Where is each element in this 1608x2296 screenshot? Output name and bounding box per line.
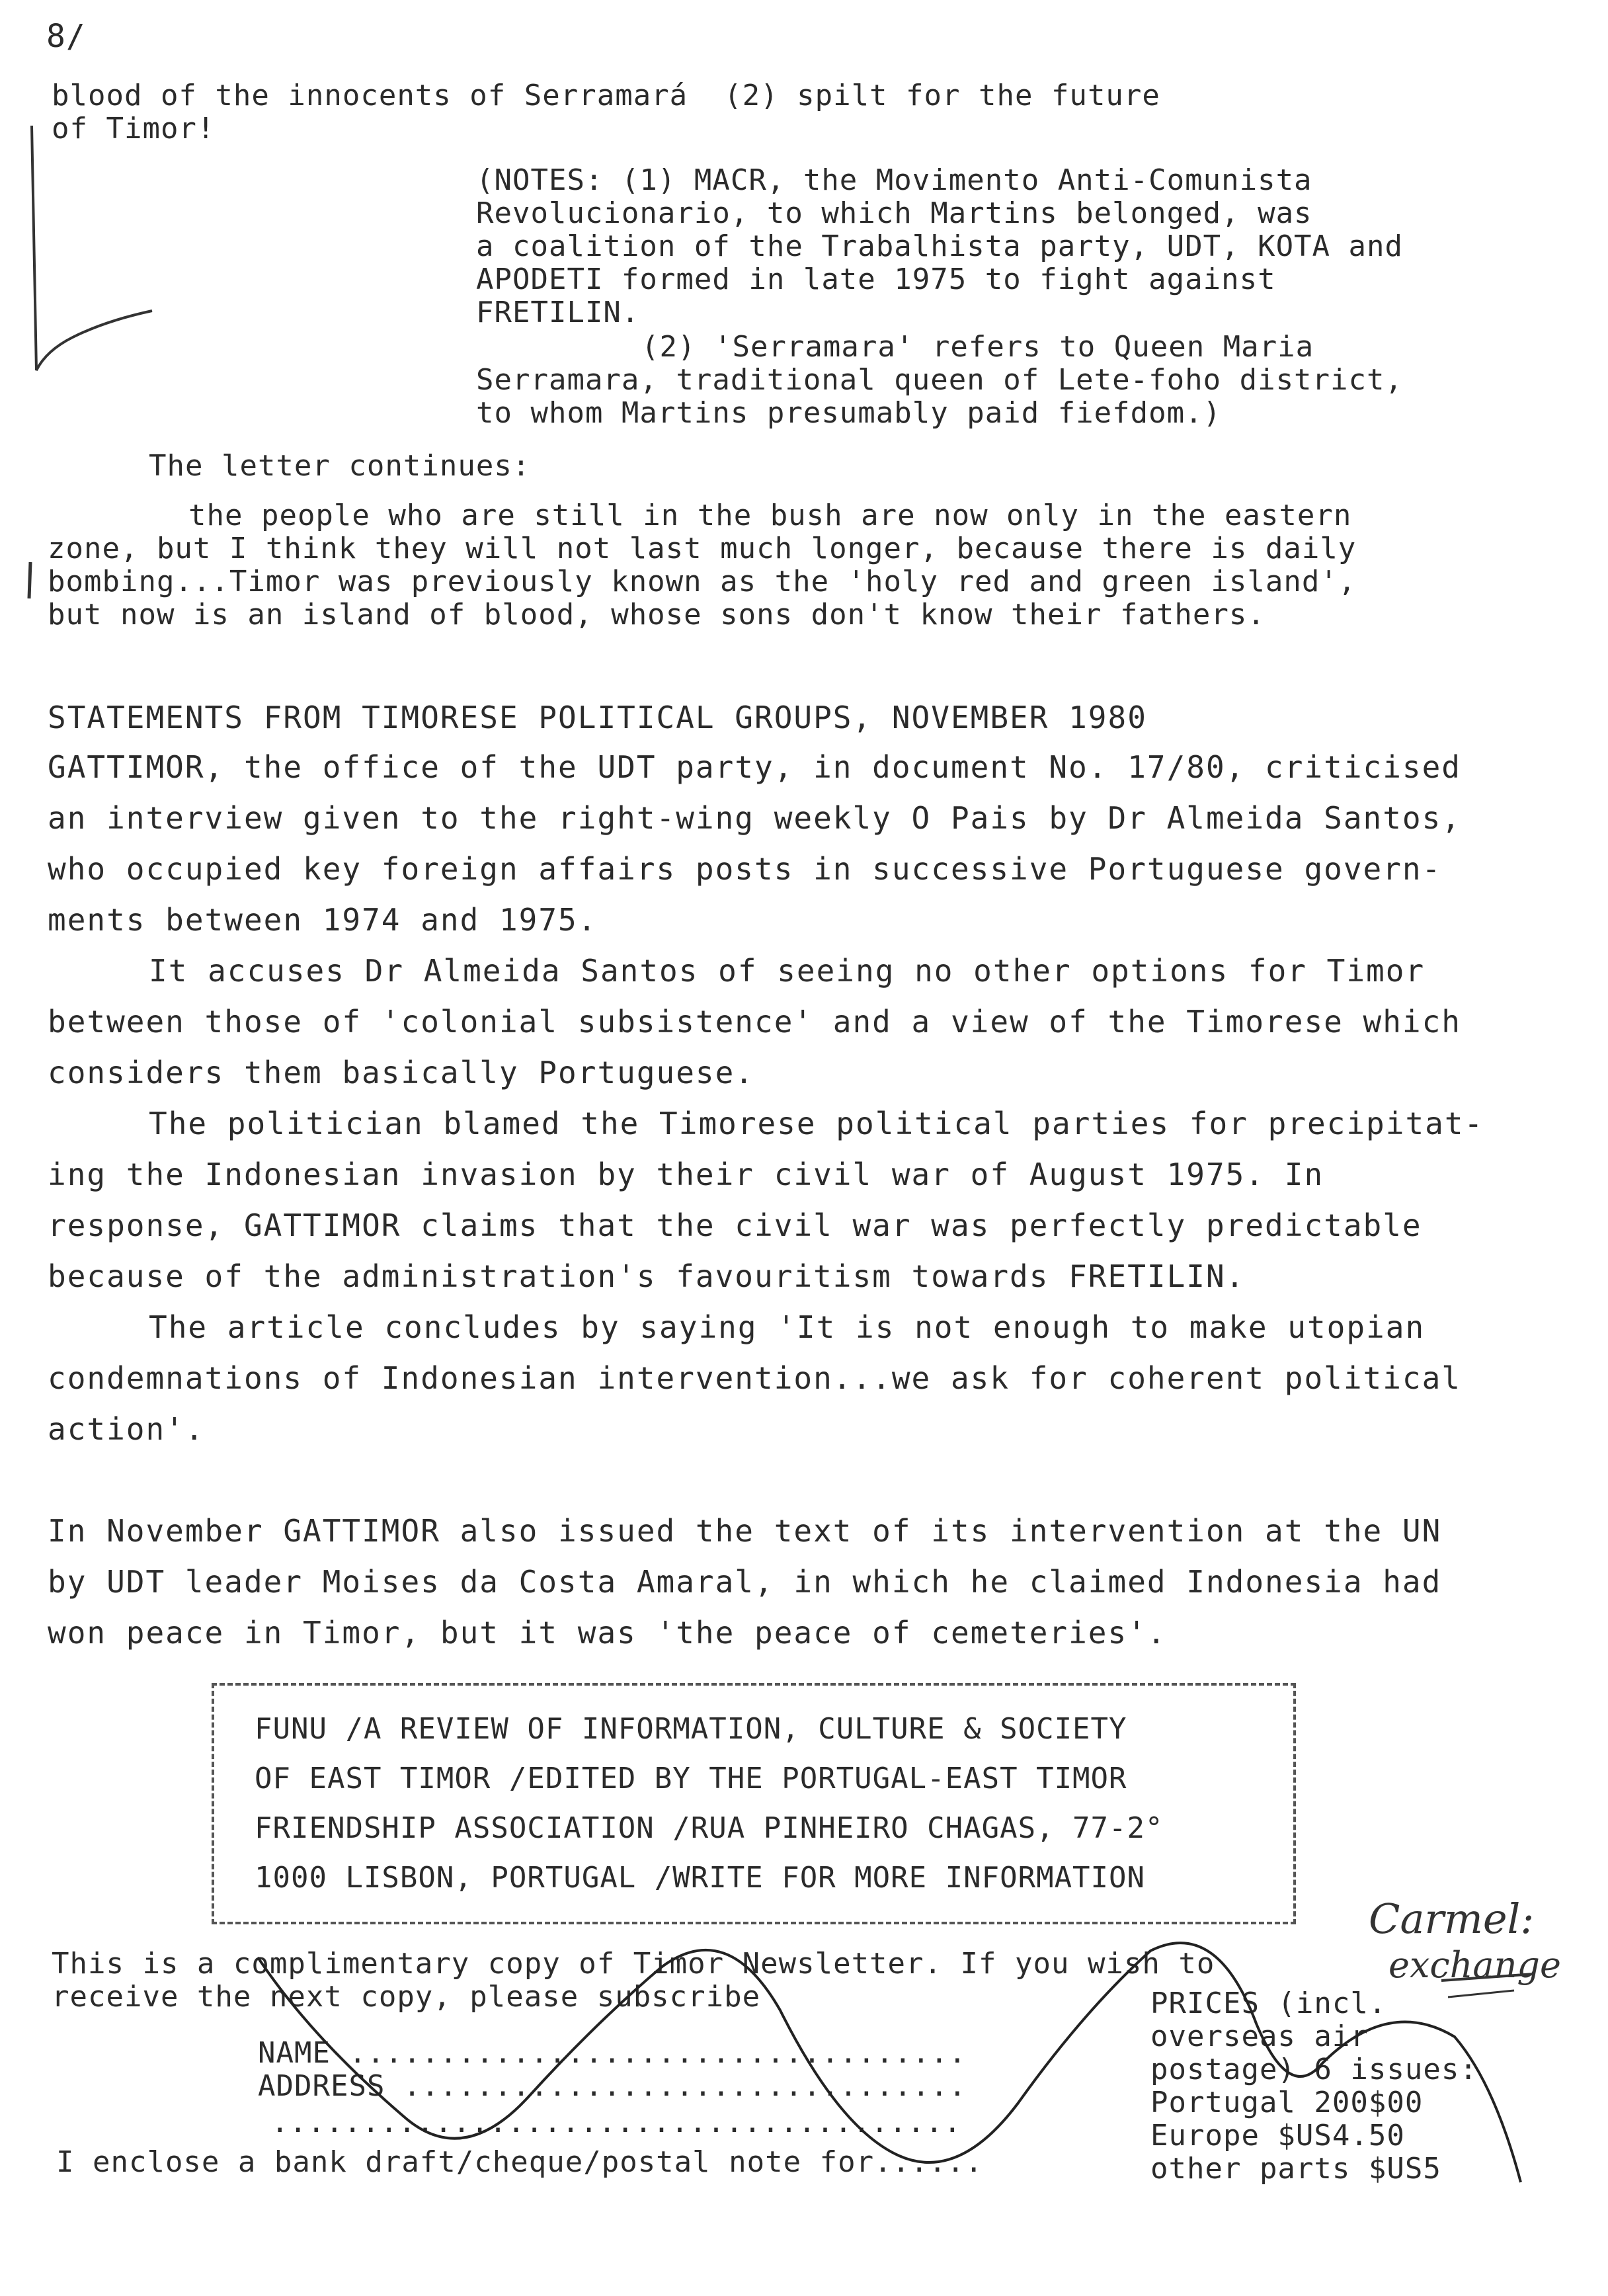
ad-line: FUNU /A REVIEW OF INFORMATION, CULTURE & SOCIETY xyxy=(255,1712,1127,1746)
paragraph-line: ments between 1974 and 1975. xyxy=(48,902,598,938)
quote-line: zone, but I think they will not last much longer, because there is daily xyxy=(48,532,1357,565)
paragraph-line: GATTIMOR, the office of the UDT party, in document No. 17/80, criticised xyxy=(48,749,1461,785)
notes-line: FRETILIN. xyxy=(476,296,640,329)
paragraph-line: considers them basically Portuguese. xyxy=(48,1055,754,1090)
notes-line: (2) 'Serramara' refers to Queen Maria xyxy=(641,330,1314,364)
letter-end-line: of Timor! xyxy=(52,112,216,145)
enclose-line: I enclose a bank draft/cheque/postal note for...... xyxy=(56,2145,984,2179)
address-field[interactable]: ADDRESS ............................... xyxy=(258,2069,967,2103)
prices-line: overseas air xyxy=(1150,2020,1369,2053)
quote-line: bombing...Timor was previously known as the 'holy red and green island', xyxy=(48,565,1357,598)
paragraph-line: who occupied key foreign affairs posts in successive Portuguese govern- xyxy=(48,851,1442,887)
dash-mark xyxy=(1448,1990,1514,1997)
letter-continues: The letter continues: xyxy=(149,449,531,483)
paragraph-line: ing the Indonesian invasion by their civil war of August 1975. In xyxy=(48,1157,1324,1192)
ad-line: OF EAST TIMOR /EDITED BY THE PORTUGAL-EAST TIMOR xyxy=(255,1762,1127,1795)
notes-line: Serramara, traditional queen of Lete-foho district, xyxy=(476,363,1404,397)
paragraph-line: condemnations of Indonesian intervention...we ask for coherent political xyxy=(48,1360,1461,1396)
paragraph-line: between those of 'colonial subsistence' and a view of the Timorese which xyxy=(48,1004,1461,1040)
paragraph-line: It accuses Dr Almeida Santos of seeing no other options for Timor xyxy=(149,953,1426,989)
quote-line: the people who are still in the bush are now only in the eastern xyxy=(188,499,1352,532)
margin-tick-mark xyxy=(29,562,30,598)
notes-line: Revolucionario, to which Martins belonged, was xyxy=(476,196,1312,230)
notes-line: APODETI formed in late 1975 to fight against xyxy=(476,263,1276,296)
paragraph-line: response, GATTIMOR claims that the civil war was perfectly predictable xyxy=(48,1208,1422,1243)
prices-line: PRICES (incl. xyxy=(1150,1987,1387,2020)
paragraph-line: an interview given to the right-wing weekly O Pais by Dr Almeida Santos, xyxy=(48,800,1461,836)
form-dots-line: ...................................... xyxy=(271,2106,962,2139)
paragraph-line: action'. xyxy=(48,1411,205,1447)
handwritten-name: Carmel: xyxy=(1369,1895,1535,1943)
name-field[interactable]: NAME .................................. xyxy=(258,2036,967,2070)
letter-end-line: blood of the innocents of Serramará (2) spilt for the future xyxy=(52,79,1160,112)
paragraph-line: won peace in Timor, but it was 'the peace of cemeteries'. xyxy=(48,1615,1167,1651)
page-number: 8/ xyxy=(46,18,86,55)
subscription-line: This is a complimentary copy of Timor Newsletter. If you wish to xyxy=(52,1947,1215,1981)
notes-line: (NOTES: (1) MACR, the Movimento Anti-Comunista xyxy=(476,163,1312,197)
prices-line: other parts $US5 xyxy=(1150,2152,1441,2186)
paragraph-line: by UDT leader Moises da Costa Amaral, in which he claimed Indonesia had xyxy=(48,1564,1442,1600)
paragraph-line: The politician blamed the Timorese political parties for precipitat- xyxy=(149,1106,1484,1141)
quote-line: but now is an island of blood, whose sons don't know their fathers. xyxy=(48,598,1266,632)
ad-line: 1000 LISBON, PORTUGAL /WRITE FOR MORE INFORMATION xyxy=(255,1861,1146,1895)
notes-line: a coalition of the Trabalhista party, UDT, KOTA and xyxy=(476,229,1404,263)
notes-line: to whom Martins presumably paid fiefdom.) xyxy=(476,396,1222,430)
paragraph-line: because of the administration's favouritism towards FRETILIN. xyxy=(48,1258,1246,1294)
prices-line: Portugal 200$00 xyxy=(1150,2086,1424,2119)
paragraph-line: The article concludes by saying 'It is not enough to make utopian xyxy=(149,1309,1426,1345)
prices-line: postage) 6 issues: xyxy=(1150,2053,1478,2086)
prices-line: Europe $US4.50 xyxy=(1150,2119,1405,2152)
margin-bracket-mark xyxy=(32,126,152,370)
subscription-line: receive the next copy, please subscribe xyxy=(52,1980,761,2014)
ad-line: FRIENDSHIP ASSOCIATION /RUA PINHEIRO CHAGAS, 77-2° xyxy=(255,1811,1164,1845)
handwritten-word: exchange xyxy=(1388,1944,1561,1986)
paragraph-line: In November GATTIMOR also issued the text of its intervention at the UN xyxy=(48,1513,1442,1549)
section-heading: STATEMENTS FROM TIMORESE POLITICAL GROUPS, NOVEMBER 1980 xyxy=(48,700,1147,735)
